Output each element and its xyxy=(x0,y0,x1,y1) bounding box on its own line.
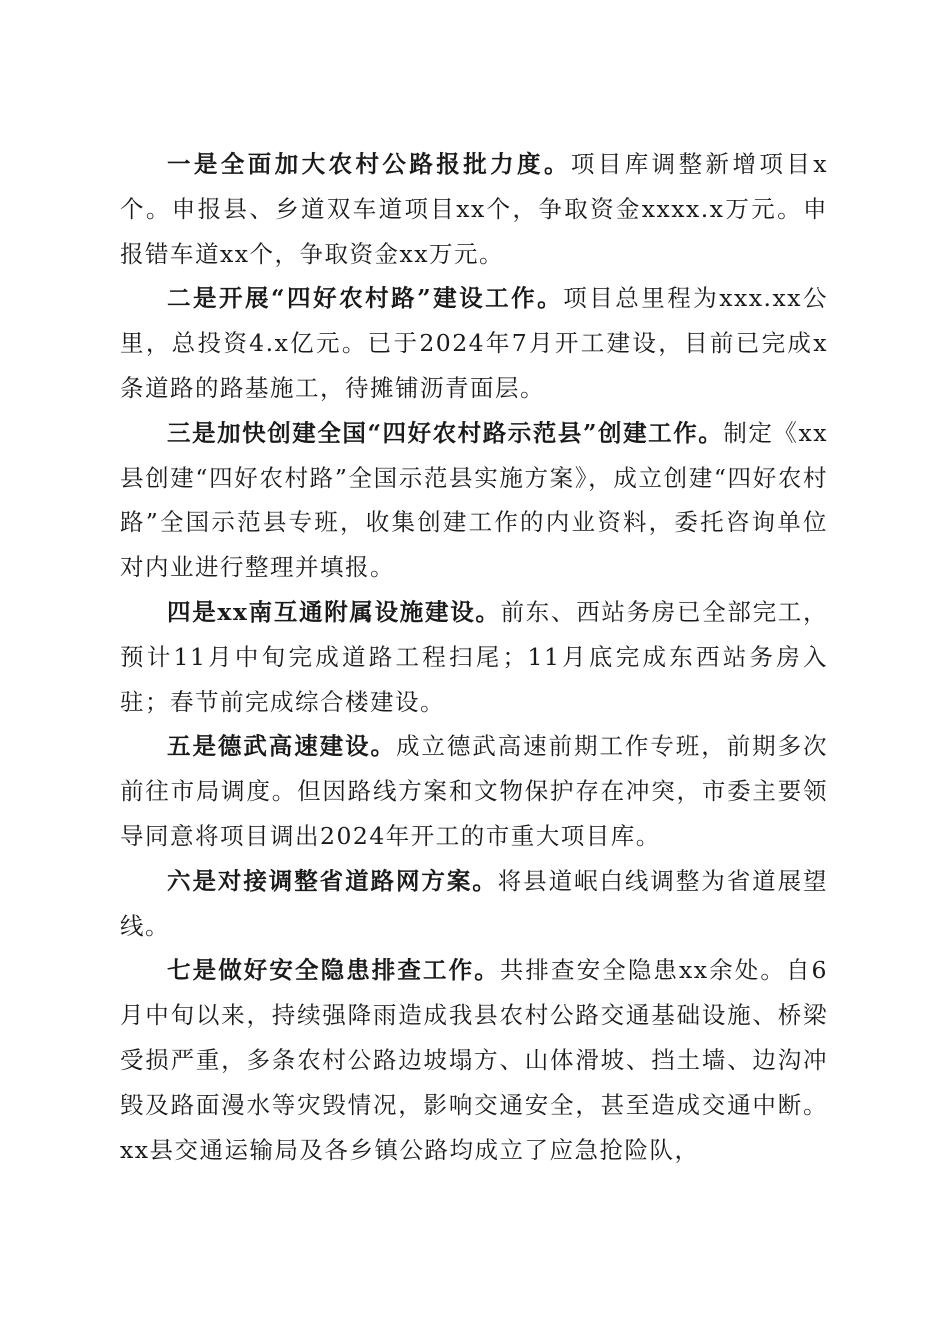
paragraph-5 xyxy=(120,724,828,858)
paragraph-6 xyxy=(120,859,828,949)
paragraph-7 xyxy=(120,948,828,1172)
paragraph-5-lead: 五是德武高速建设。 xyxy=(167,732,396,761)
paragraph-3 xyxy=(120,411,828,590)
paragraph-1 xyxy=(120,142,828,276)
paragraph-1-lead: 一是全面加大农村公路报批力度。 xyxy=(167,150,571,178)
paragraph-1-body: 项目库调整新增项目x个。申报县、乡道双车道项目xx个，争取资金xxxx.x万元。申报错车道xx个，争取资金xx万元。 xyxy=(120,150,828,268)
paragraph-7-body: 共排查安全隐患xx余处。自6月中旬以来，持续强降雨造成我县农村公路交通基础设施、桥梁受损严重，多条农村公路边坡塌方、山体滑坡、挡土墙、边沟冲毁及路面漫水等灾毁情况，影响交通安全，甚至造成交通中断。xx县交通运输局及各乡镇公路均成立了应急抢险队， xyxy=(120,956,829,1164)
paragraph-3-body: 制定《xx县创建“四好农村路”全国示范县实施方案》，成立创建“四好农村路”全国示范县专班，收集创建工作的内业资料，委托咨询单位对内业进行整理并填报。 xyxy=(120,418,828,582)
paragraph-6-lead: 六是对接调整省道路网方案。 xyxy=(167,866,498,895)
paragraph-2 xyxy=(120,276,828,410)
paragraph-7-lead: 七是做好安全隐患排查工作。 xyxy=(167,956,500,985)
paragraph-6-body: 将县道岷白线调整为省道展望线。 xyxy=(120,866,829,940)
paragraph-3-lead: 三是加快创建全国“四好农村路示范县”创建工作。 xyxy=(167,418,724,447)
paragraph-4-body: 前东、西站务房已全部完工，预计11月中旬完成道路工程扫尾；11月底完成东西站务房入驻；春节前完成综合楼建设。 xyxy=(120,597,828,716)
paragraph-2-lead: 二是开展“四好农村路”建设工作。 xyxy=(167,284,564,313)
paragraph-4-lead: 四是xx南互通附属设施建设。 xyxy=(167,597,501,626)
paragraph-2-body: 项目总里程为xxx.xx公里，总投资4.x亿元。已于2024年7月开工建设，目前已完成x条道路的路基施工，待摊铺沥青面层。 xyxy=(120,284,828,402)
paragraph-5-body: 成立德武高速前期工作专班，前期多次前往市局调度。但因路线方案和文物保护存在冲突，市委主要领导同意将项目调出2024年开工的市重大项目库。 xyxy=(120,732,829,850)
document-body xyxy=(120,142,828,1172)
paragraph-4 xyxy=(120,590,828,724)
